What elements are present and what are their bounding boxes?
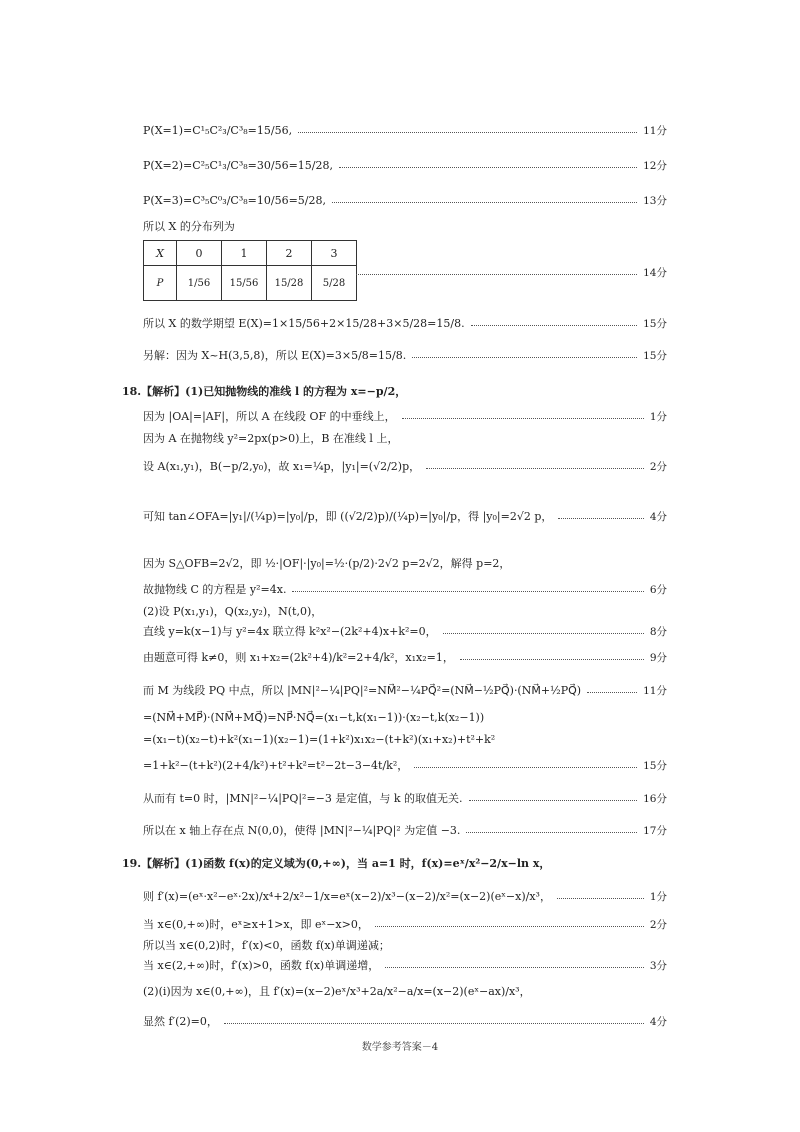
solution-line (143, 428, 667, 448)
solution-line (143, 553, 667, 573)
dot-leader (469, 800, 638, 801)
dot-leader (414, 767, 637, 768)
solution-line (143, 935, 667, 955)
score-mark: 9分 (649, 651, 667, 664)
table-cell: 0 (177, 241, 222, 266)
solution-line (143, 190, 667, 210)
line-text: 当 x∈(0,+∞)时，eˣ≥x+1>x，即 eˣ−x>0， (143, 918, 369, 931)
distribution-table (143, 240, 357, 301)
table-row (144, 241, 357, 266)
dot-leader (332, 202, 637, 203)
score-mark: 2分 (649, 460, 667, 473)
table-cell: 15/56 (222, 266, 267, 301)
solution-line (143, 155, 667, 175)
solution-line (143, 914, 667, 934)
line-text: 故抛物线 C 的方程是 y²=4x. (143, 583, 287, 596)
solution-line (143, 981, 667, 1001)
line-text: 所以 X 的数学期望 E(X)=1×15/56+2×15/28+3×5/28=15/8. (143, 317, 465, 330)
solution-line (143, 647, 667, 667)
solution-line (143, 621, 667, 641)
line-text: (2)设 P(x₁,y₁)，Q(x₂,y₂)，N(t,0)， (143, 605, 323, 618)
solution-line (143, 216, 667, 236)
solution-line (143, 788, 667, 808)
table-row (144, 266, 357, 301)
dot-leader (339, 167, 637, 168)
score-mark: 12分 (643, 159, 667, 172)
score-mark: 16分 (643, 792, 667, 805)
solution-line (143, 820, 667, 840)
line-text: 当 x∈(2,+∞)时，f′(x)>0，函数 f(x)单调递增， (143, 959, 380, 972)
dot-leader (558, 518, 643, 519)
dot-leader (443, 633, 644, 634)
table-cell: 15/28 (267, 266, 312, 301)
dot-leader (460, 659, 644, 660)
line-text: =(NM⃗+MP⃗)·(NM⃗+MQ⃗)=NP⃗·NQ⃗=(x₁−t,k(x₁−1))·(x₂−t,k(x₂−1)) (143, 710, 485, 724)
score-mark: 11分 (643, 124, 667, 137)
line-text: 从而有 t=0 时，|MN|²−¼|PQ|²=−3 是定值，与 k 的取值无关. (143, 792, 463, 805)
solution-line (143, 313, 667, 333)
dot-leader (292, 591, 643, 592)
line-text: 19.【解析】(1)函数 f(x)的定义域为(0,+∞)，当 a=1 时，f(x)=eˣ/x²−2/x−ln x， (122, 857, 551, 870)
line-text: 可知 tan∠OFA=|y₁|/(¼p)=|y₀|/p，即 ((√2/2)p)/(¼p)=|y₀|/p，得 |y₀|=2√2 p， (143, 510, 553, 523)
dot-leader (224, 1023, 644, 1024)
line-text: P(X=2)=C²₅C¹₃/C³₈=30/56=15/28, (143, 158, 333, 172)
line-text: 因为 S△OFB=2√2，即 ½·|OF|·|y₀|=½·(p/2)·2√2 p=2√2，解得 p=2， (143, 557, 511, 570)
line-text: 直线 y=k(x−1)与 y²=4x 联立得 k²x²−(2k²+4)x+k²=0， (143, 625, 437, 638)
solution-line (143, 120, 667, 140)
score-mark: 3分 (649, 959, 667, 972)
score-mark: 8分 (649, 625, 667, 638)
line-text: 所以当 x∈(0,2)时，f′(x)<0，函数 f(x)单调递减； (143, 939, 390, 952)
line-text: =1+k²−(t+k²)(2+4/k²)+t²+k²=t²−2t−3−4t/k²， (143, 759, 409, 772)
solution-line (143, 955, 667, 975)
dot-leader (471, 325, 638, 326)
line-text: 由题意可得 k≠0，则 x₁+x₂=(2k²+4)/k²=2+4/k²，x₁x₂=1， (143, 651, 454, 664)
dot-leader (557, 898, 644, 899)
line-text: 显然 f′(2)=0， (143, 1015, 218, 1028)
line-text: 另解：因为 X~H(3,5,8)，所以 E(X)=3×5/8=15/8. (143, 349, 407, 362)
dot-leader (466, 832, 637, 833)
line-text: (2)(i)因为 x∈(0,+∞)，且 f′(x)=(x−2)eˣ/x³+2a/x²−a/x=(x−2)(eˣ−ax)/x³， (143, 985, 531, 998)
line-text: 设 A(x₁,y₁)，B(−p/2,y₀)，故 x₁=¼p，|y₁|=(√2/2)p， (143, 460, 421, 473)
line-text: 因为 A 在抛物线 y²=2px(p>0)上，B 在准线 l 上， (143, 432, 399, 445)
dot-leader (385, 967, 644, 968)
page-footer: 数学参考答案－4 (361, 1042, 439, 1053)
table-cell: P (144, 266, 177, 301)
solution-line (143, 506, 667, 526)
score-mark: 13分 (643, 194, 667, 207)
score-mark: 15分 (643, 317, 667, 330)
solution-line (122, 853, 667, 873)
solution-line (143, 886, 667, 906)
line-text: 所以在 x 轴上存在点 N(0,0)，使得 |MN|²−¼|PQ|² 为定值 −3. (143, 824, 461, 837)
solution-line (143, 707, 667, 727)
solution-line (143, 456, 667, 476)
table-cell: X (144, 241, 177, 266)
solution-line (143, 729, 667, 749)
score-mark: 4分 (649, 1015, 667, 1028)
solution-line (122, 381, 667, 401)
score-mark: 14分 (643, 266, 667, 279)
line-text: 则 f′(x)=(eˣ·x²−eˣ·2x)/x⁴+2/x²−1/x=eˣ(x−2)/x³−(x−2)/x²=(x−2)(eˣ−x)/x³， (143, 890, 551, 903)
score-mark: 11分 (643, 684, 667, 697)
dot-leader (375, 926, 644, 927)
score-mark: 1分 (649, 890, 667, 903)
solution-line (143, 680, 667, 700)
score-mark: 6分 (649, 583, 667, 596)
score-mark: 2分 (649, 918, 667, 931)
score-mark: 15分 (643, 759, 667, 772)
solution-line (143, 579, 667, 599)
table-cell: 1/56 (177, 266, 222, 301)
dot-leader (356, 274, 637, 275)
line-text: P(X=1)=C¹₅C²₃/C³₈=15/56, (143, 123, 293, 137)
table-cell: 5/28 (312, 266, 357, 301)
dot-leader (298, 132, 637, 133)
solution-line (143, 1011, 667, 1031)
dot-leader (587, 692, 637, 693)
dot-leader (412, 357, 637, 358)
score-mark: 4分 (649, 510, 667, 523)
table-cell: 3 (312, 241, 357, 266)
solution-line (143, 406, 667, 426)
line-text: 所以 X 的分布列为 (143, 220, 235, 233)
score-mark: 15分 (643, 349, 667, 362)
line-text: =(x₁−t)(x₂−t)+k²(x₁−1)(x₂−1)=(1+k²)x₁x₂−(t+k²)(x₁+x₂)+t²+k² (143, 732, 496, 746)
line-text: 因为 |OA|=|AF|，所以 A 在线段 OF 的中垂线上， (143, 410, 396, 423)
line-text: 18.【解析】(1)已知抛物线的准线 l 的方程为 x=−p/2， (122, 385, 407, 398)
table-cell: 1 (222, 241, 267, 266)
table-cell: 2 (267, 241, 312, 266)
table-score-line (350, 262, 667, 282)
solution-line (143, 345, 667, 365)
dot-leader (426, 468, 644, 469)
solution-line (143, 755, 667, 775)
line-text: P(X=3)=C³₅C⁰₃/C³₈=10/56=5/28, (143, 193, 326, 207)
dot-leader (402, 418, 644, 419)
score-mark: 17分 (643, 824, 667, 837)
solution-line (143, 601, 667, 621)
line-text: 而 M 为线段 PQ 中点，所以 |MN|²−¼|PQ|²=NM⃗²−¼PQ⃗²=(NM⃗−½PQ⃗)·(NM⃗+½PQ⃗) (143, 684, 582, 697)
score-mark: 1分 (649, 410, 667, 423)
